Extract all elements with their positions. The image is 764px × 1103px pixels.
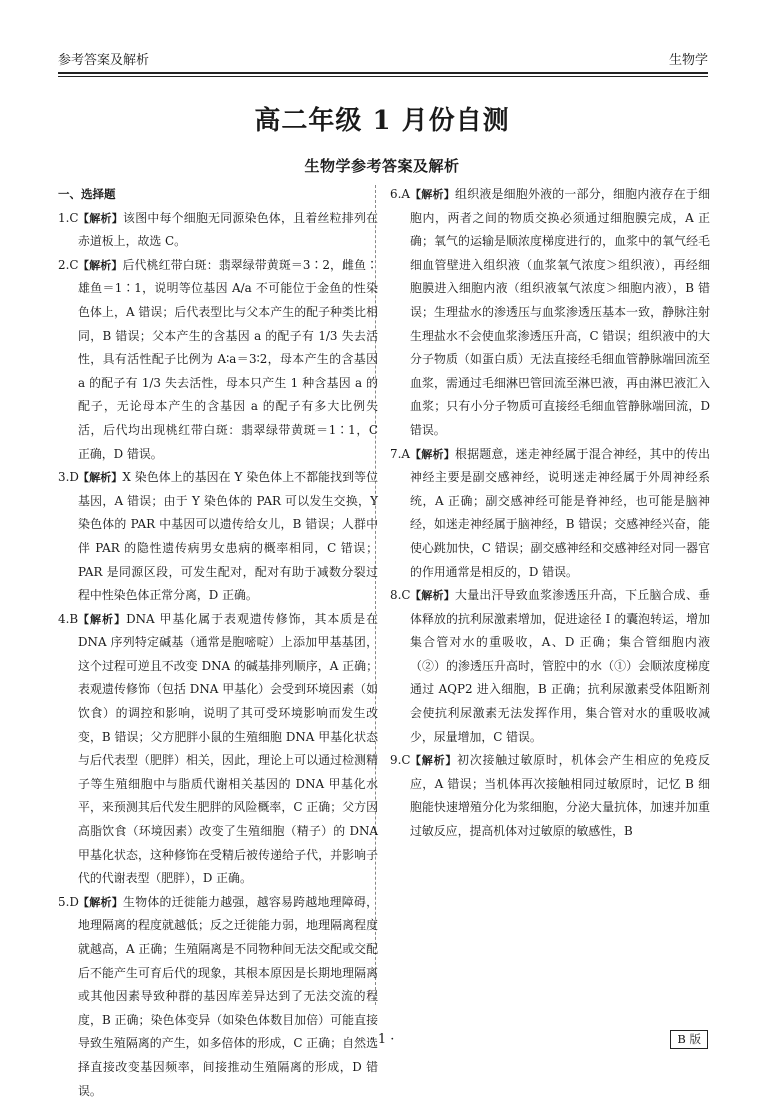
answer-item xyxy=(390,443,710,585)
answer-number: 6.A xyxy=(390,187,410,201)
header-rule-thin xyxy=(58,76,708,77)
answer-number: 3.D xyxy=(58,470,79,485)
header-right: 生物学 xyxy=(668,53,708,68)
answer-item xyxy=(390,183,710,443)
page-number: · 1 · xyxy=(369,1032,395,1047)
answer-text: 生物体的迁徙能力越强，越容易跨越地理障碍，地理隔离的程度就越低；反之迁徙能力弱，地理隔离程度就越高，A 正确；生殖隔离是不同物种间无法交配或交配后不能产生可育后代的现象，其根本原因是长期地理隔离或其他因素导致种群的基因库差异达到了无法交流的程度，B 正确；染色体变异（如染色体数目加倍）可能直接导致生殖隔离的产生，如多倍体的形成，C 正确；自然选择直接改变基因频率，间接推动生殖隔离的形成，D 错误。 xyxy=(78,894,378,1098)
answer-text: 该图中每个细胞无同源染色体，且着丝粒排列在赤道板上，故选 C。 xyxy=(78,210,378,249)
page-header xyxy=(58,46,708,68)
answer-number: 2.C xyxy=(58,257,79,272)
analysis-label: 【解析】 xyxy=(78,895,124,909)
answer-text: 大量出汗导致血浆渗透压升高，下丘脑合成、垂体释放的抗利尿激素增加，促进途径 I 的囊泡转运，增加集合管对水的重吸收，A、D 正确；集合管细胞内液（②）的渗透压升高时，管腔中的水（①）会顺浓度梯度通过 AQP2 进入细胞，B 正确；抗利尿激素受体阻断剂会使抗利尿激素无法发挥作用，集合管对水的重吸收减少，尿量增加，C 错误。 xyxy=(410,588,710,744)
version-badge: B 版 xyxy=(670,1030,708,1049)
analysis-label: 【解析】 xyxy=(410,754,458,768)
answer-item xyxy=(58,254,378,466)
answer-item xyxy=(390,749,710,843)
right-column xyxy=(390,183,710,844)
analysis-label: 【解析】 xyxy=(78,612,127,626)
page-title: 高二年级 1 月份自测 xyxy=(254,106,510,136)
answer-item xyxy=(58,608,378,891)
answer-number: 7.A xyxy=(390,446,410,461)
analysis-label: 【解析】 xyxy=(78,258,123,272)
analysis-label: 【解析】 xyxy=(410,447,456,461)
analysis-label: 【解析】 xyxy=(78,471,123,485)
answer-text: 根据题意，迷走神经属于混合神经，其中的传出神经主要是副交感神经，说明迷走神经属于外周神经系统，A 正确；副交感神经可能是脊神经，也可能是脑神经，如迷走神经属于脑神经，B 错误；交感神经兴奋，能使心跳加快，C 错误；副交感神经和交感神经对同一器官的作用通常是相反的，D 错误。 xyxy=(410,446,710,579)
analysis-label: 【解析】 xyxy=(410,589,456,603)
left-column xyxy=(58,183,378,1103)
answer-text: 初次接触过敏原时，机体会产生相应的免疫反应，A 错误；当机体再次接触相同过敏原时，记忆 B 细胞能快速增殖分化为浆细胞，分泌大量抗体，加速并加重过敏反应，提高机体对过敏原的敏感性，B xyxy=(410,753,710,839)
answer-number: 9.C xyxy=(390,753,411,768)
header-left: 参考答案及解析 xyxy=(58,53,150,68)
answer-number: 1.C xyxy=(58,210,79,225)
answer-item xyxy=(58,207,378,254)
answer-number: 5.D xyxy=(58,894,79,909)
answer-text: 后代桃红带白斑：翡翠绿带黄斑＝3∶2，雌鱼∶雄鱼＝1∶1，说明等位基因 A/a 不可能位于金鱼的性染色体上，A 错误；后代表型比与父本产生的配子种类比相同，B 错误；父本产生的含基因 a 的配子有 1/3 失去活性，具有活性配子比例为 A∶a＝3∶2，母本产生的含基因 a 的配子有 1/3 失去活性，母本只产生 1 种含基因 a 的配子，无论母本产生的含基因 a 的配子有多大比例失活，后代均出现桃红带白斑：翡翠绿带黄斑＝1∶1，C 正确，D 错误。 xyxy=(78,257,378,461)
answer-item xyxy=(58,466,378,608)
answer-text: X 染色体上的基因在 Y 染色体上不都能找到等位基因，A 错误；由于 Y 染色体的 PAR 可以发生交换，Y 染色体的 PAR 中基因可以遗传给女儿，B 错误；人群中伴 PAR 的隐性遗传病男女患病的概率相同，C 错误；PAR 是同源区段，可发生配对，配对有助于减数分裂过程中性染色体正常分离，D 正确。 xyxy=(78,470,379,603)
analysis-label: 【解析】 xyxy=(410,188,456,201)
section-heading: 一、选择题 xyxy=(58,187,116,201)
answer-text: DNA 甲基化属于表观遗传修饰，其本质是在 DNA 序列特定碱基（通常是胞嘧啶）上添加甲基基团，这个过程可逆且不改变 DNA 的碱基排列顺序，A 正确；表观遗传修饰（包括 DNA 甲基化）会受到环境因素（如饮食）的调控和影响，说明了其可受环境影响而发生改变，B 错误；父方肥胖小鼠的生殖细胞 DNA 甲基化状态与后代表型（肥胖）相关，因此，理论上可以通过检测精子等生殖细胞中与脂质代谢相关基因的 DNA 甲基化水平，来预测其后代发生肥胖的风险概率，C 正确；父方因高脂饮食（环境因素）改变了生殖细胞（精子）的 DNA 甲基化状态，这种修饰在受精后被传递给子代，并影响子代的代谢表型（肥胖），D 正确。 xyxy=(78,611,378,886)
answer-text: 组织液是细胞外液的一部分，细胞内液存在于细胞内，两者之间的物质交换必须通过细胞膜完成，A 正确；氧气的运输是顺浓度梯度进行的，血浆中的氧气经毛细血管壁进入组织液（血浆氧气浓度＞组织液），再经细胞膜进入细胞内液（组织液氧气浓度＞细胞内液），B 错误；生理盐水的渗透压与血浆渗透压基本一致，静脉注射生理盐水不会使血浆渗透压升高，C 错误；组织液中的大分子物质（如蛋白质）无法直接经毛细血管静脉端回流至血浆，需通过毛细淋巴管回流至淋巴液，再由淋巴液汇入血浆；只有小分子物质可直接经毛细血管静脉端回流，D 错误。 xyxy=(410,187,710,437)
answer-item xyxy=(58,891,378,1103)
page-subtitle: 生物学参考答案及解析 xyxy=(304,157,460,175)
answer-item xyxy=(390,584,710,749)
header-rule xyxy=(58,72,708,74)
answer-number: 8.C xyxy=(390,588,411,603)
answer-number: 4.B xyxy=(58,611,79,626)
analysis-label: 【解析】 xyxy=(78,211,124,225)
